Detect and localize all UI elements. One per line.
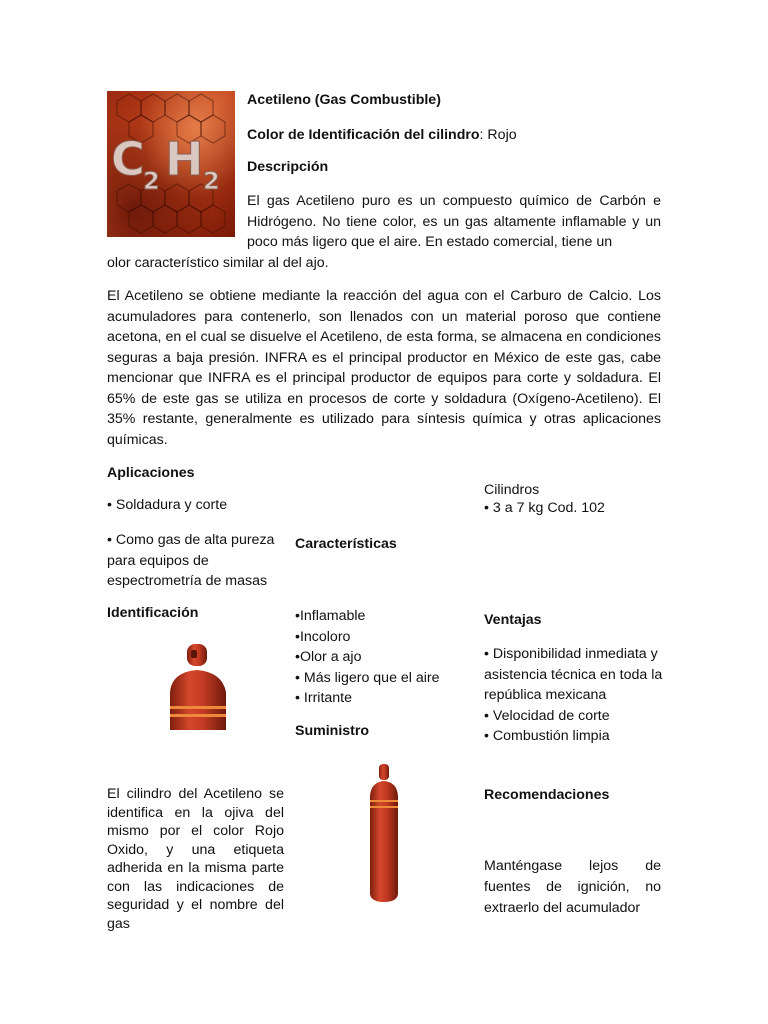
cylinder-top-image [160,642,236,730]
cilindros-item: • 3 a 7 kg Cod. 102 [484,500,605,516]
cilindros-label: Cilindros [484,482,540,498]
aplicaciones-item-1: • Soldadura y corte [107,497,228,513]
caracteristica-item: • Más ligero que el aire [295,669,440,686]
ventajas-list [484,644,664,747]
caracteristicas-heading: Características [295,536,397,552]
caracteristicas-list [295,606,440,709]
ventajas-heading: Ventajas [484,612,542,628]
svg-text:2: 2 [143,167,160,195]
aplicaciones-item-2: • Como gas de alta pureza para equipos de espectrometría de masas [107,532,275,589]
ventaja-item: • Velocidad de corte [484,707,610,724]
caracteristica-item: •Olor a ajo [295,649,362,665]
description-heading: Descripción [247,159,329,175]
recomendaciones-text: Manténgase lejos de fuentes de ignición, no extraerlo del acumulador [484,858,661,916]
recomendaciones-heading: Recomendaciones [484,787,610,803]
aplicaciones-heading: Aplicaciones [107,465,195,481]
identificacion-text: El cilindro del Acetileno se identifica en la ojiva del mismo por el color Rojo Oxido, y una etiqueta adherida en la misma parte con las indicaciones de seguridad y el nombre del gas [107,786,284,932]
cylinder-color-label: Color de Identificación del cilindro [247,127,480,143]
description-paragraph-2: El Acetileno se obtiene mediante la reacción del agua con el Carburo de Calcio. Los acumuladores para contenerlo, son llenados con un material poroso que contiene acetona, en el cual se disuelve el Acetileno, de esta forma, se almacena en condiciones seguras a baja presión. INFRA es el principal productor en México de este gas, cabe mencionar que INFRA es el principal productor de equipos para corte y soldadura. El 65% de este gas se utiliza en procesos de corte y soldadura (Oxígeno-Acetileno). El 35% restante, generalmente es utilizado para síntesis química y otras aplicaciones químicas. [107,288,661,448]
svg-text:C: C [111,132,145,186]
caracteristica-item: •Incoloro [295,628,351,645]
cylinder-color-line [247,125,517,146]
ventaja-item: • Disponibilidad inmediata y asistencia técnica en toda la república mexicana [484,646,663,703]
svg-text:2: 2 [203,167,220,195]
caracteristica-item: • Irritante [295,690,353,706]
document-title: Acetileno (Gas Combustible) [247,92,441,108]
identificacion-heading: Identificación [107,605,199,621]
description-paragraph-1-end: olor característico similar al del ajo. [107,255,329,271]
full-cylinder-image [366,762,402,906]
svg-text:H: H [165,132,204,186]
suministro-heading: Suministro [295,723,370,739]
hexagon-pattern-graphic [107,91,235,237]
c2h2-logo-image [107,91,235,237]
cylinder-color-value: : Rojo [479,127,517,143]
caracteristica-item: •Inflamable [295,608,366,624]
ventaja-item: • Combustión limpia [484,728,610,744]
description-paragraph-1: El gas Acetileno puro es un compuesto químico de Carbón e Hidrógeno. No tiene color, es un gas altamente inflamable y un poco más ligero que el aire. En estado comercial, tiene un [247,193,661,250]
